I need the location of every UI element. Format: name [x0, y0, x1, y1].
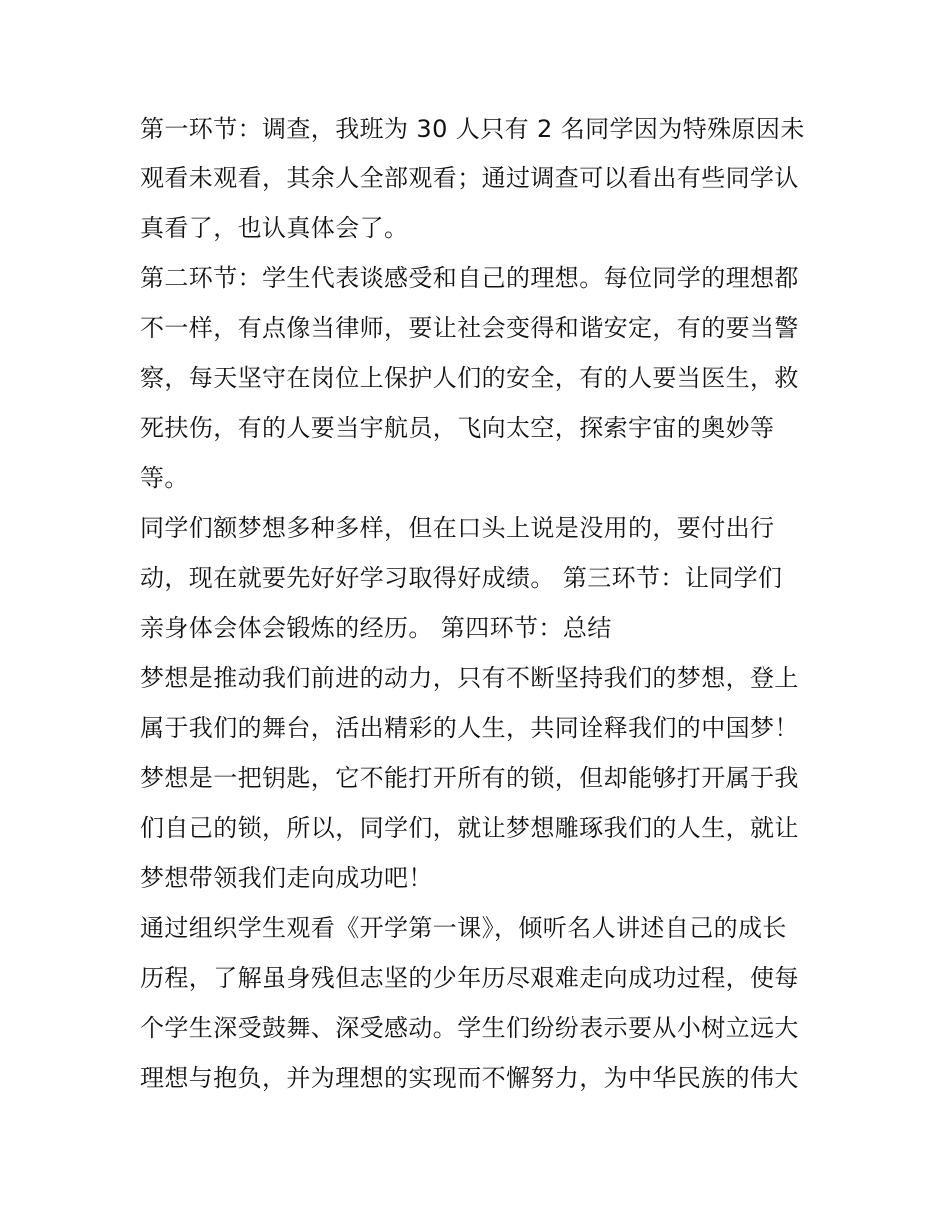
text-line: 死扶伤，有的人要当宇航员，飞向太空，探索宇宙的奥妙等: [140, 414, 775, 442]
text-line: 等。: [140, 464, 189, 492]
text-line: 亲身体会体会锻炼的经历。 第四环节：总结: [140, 614, 612, 642]
text-line: 观看未观看，其余人全部观看；通过调查可以看出有些同学认: [140, 164, 799, 192]
text-line: 梦想是一把钥匙，它不能打开所有的锁，但却能够打开属于我: [140, 764, 799, 792]
text-line: 动，现在就要先好好学习取得好成绩。 第三环节：让同学们: [140, 564, 783, 592]
text-line: 历程，了解虽身残但志坚的少年历尽艰难走向成功过程，使每: [140, 964, 799, 992]
text-line: 第一环节：调查，我班为 30 人只有 2 名同学因为特殊原因未: [140, 115, 805, 143]
text-line: 察，每天坚守在岗位上保护人们的安全，有的人要当医生，救: [140, 364, 799, 392]
text-line: 同学们额梦想多种多样，但在口头上说是没用的，要付出行: [140, 514, 775, 542]
text-line: 不一样，有点像当律师，要让社会变得和谐安定，有的要当警: [140, 314, 799, 342]
text-line: 第二环节：学生代表谈感受和自己的理想。每位同学的理想都: [140, 264, 799, 292]
text-line: 梦想带领我们走向成功吧！: [140, 864, 433, 892]
text-line: 属于我们的舞台，活出精彩的人生，共同诠释我们的中国梦！: [140, 714, 799, 742]
text-line: 梦想是推动我们前进的动力，只有不断坚持我们的梦想，登上: [140, 664, 799, 692]
text-line: 理想与抱负，并为理想的实现而不懈努力，为中华民族的伟大: [140, 1064, 799, 1092]
text-line: 们自己的锁，所以，同学们，就让梦想雕琢我们的人生，就让: [140, 814, 799, 842]
text-line: 个学生深受鼓舞、深受感动。学生们纷纷表示要从小树立远大: [140, 1014, 799, 1042]
text-line: 真看了，也认真体会了。: [140, 214, 409, 242]
text-line: 通过组织学生观看《开学第一课》，倾听名人讲述自己的成长: [140, 914, 787, 942]
